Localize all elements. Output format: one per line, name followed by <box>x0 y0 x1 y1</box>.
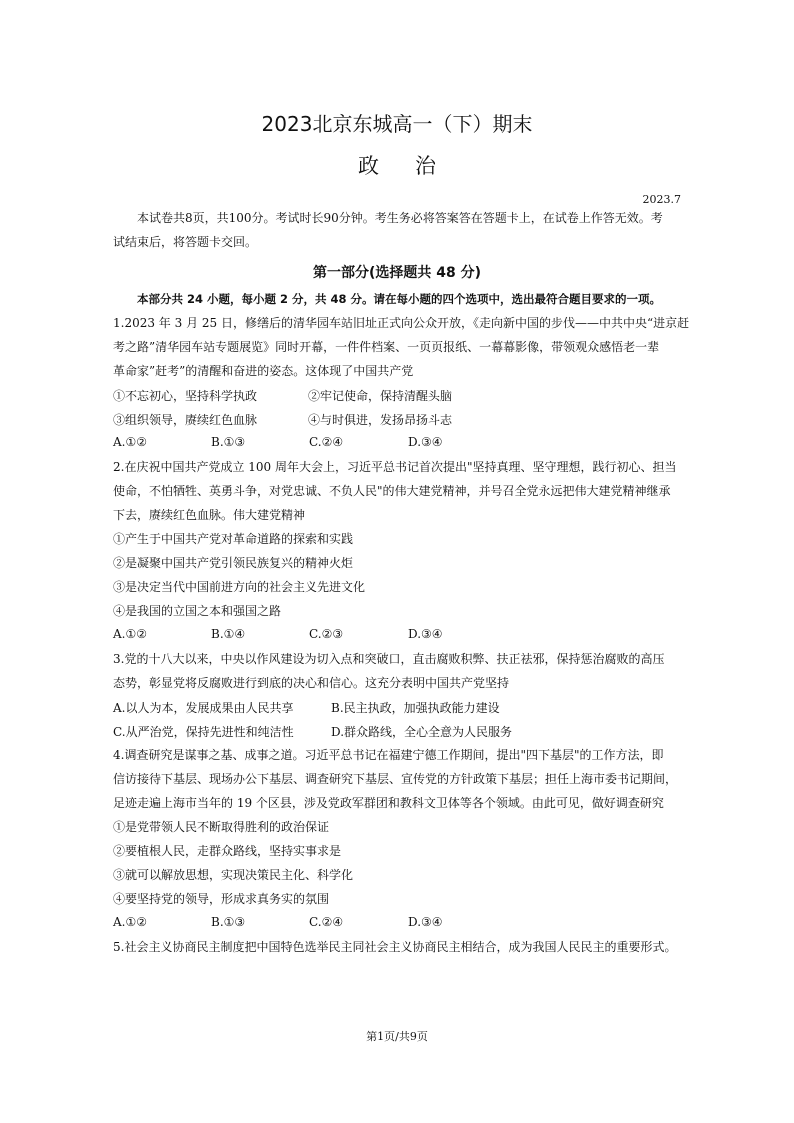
q2-stem-line-3: 下去，赓续红色血脉。伟大建党精神 <box>113 508 306 522</box>
q4-stem-line-3: 足迹走遍上海市当年的 19 个区县，涉及党政军群团和教科文卫体等各个领域。由此可见，做好调查研究 <box>113 796 664 810</box>
q1-statement-1: ①不忘初心，坚持科学执政 <box>113 389 258 403</box>
subject-title <box>0 150 794 180</box>
q2-options <box>113 627 693 643</box>
q1-statement-3: ③组织领导，赓续红色血脉 <box>113 413 258 427</box>
q3-stem-line-1: 3.党的十八大以来，中央以作风建设为切入点和突破口，直击腐败积弊、扶正祛邪，保持惩治腐败的高压 <box>113 652 665 666</box>
q4-statement-1: ①是党带领人民不断取得胜利的政治保证 <box>113 820 330 834</box>
subject-char-1: 政 <box>358 154 379 178</box>
q3-options-row-1 <box>113 699 693 715</box>
q2-statement-2: ②是凝聚中国共产党引领民族复兴的精神火炬 <box>113 556 354 570</box>
q1-statement-4: ④与时俱进，发扬昂扬斗志 <box>308 413 453 427</box>
exam-date: 2023.7 <box>642 193 681 206</box>
q1-stem-line-3: 革命家”赶考”的清醒和奋进的姿态。这体现了中国共产党 <box>113 364 414 378</box>
intro-line-2: 试结束后，将答题卡交回。 <box>113 235 258 249</box>
q4-statement-2: ②要植根人民，走群众路线，坚持实事求是 <box>113 844 342 858</box>
q3-options-row-2 <box>113 723 693 739</box>
q1-options <box>113 435 693 451</box>
q1-option-a[interactable]: A.①② <box>113 435 147 449</box>
q3-option-b[interactable]: B.民主执政，加强执政能力建设 <box>331 701 500 715</box>
subject-char-2: 治 <box>415 154 436 178</box>
section-instructions: 本部分共 24 小题，每小题 2 分，共 48 分。请在每小题的四个选项中，选出最符合题目要求的一项。 <box>137 292 662 306</box>
q1-option-d[interactable]: D.③④ <box>408 435 443 449</box>
q3-stem-line-2: 态势，彰显党将反腐败进行到底的决心和信心。这充分表明中国共产党坚持 <box>113 676 510 690</box>
q2-option-c[interactable]: C.②③ <box>309 627 344 641</box>
q2-statement-3: ③是决定当代中国前进方向的社会主义先进文化 <box>113 580 366 594</box>
q4-statement-4: ④要坚持党的领导，形成求真务实的氛围 <box>113 892 330 906</box>
q4-option-a[interactable]: A.①② <box>113 915 147 929</box>
q2-statement-4: ④是我国的立国之本和强国之路 <box>113 604 282 618</box>
q1-option-b[interactable]: B.①③ <box>211 435 246 449</box>
q1-statement-2: ②牢记使命，保持清醒头脑 <box>308 389 453 403</box>
q4-options <box>113 915 693 931</box>
intro-line-1: 本试卷共8页，共100分。考试时长90分钟。考生务必将答案答在答题卡上，在试卷上作答无效。考 <box>137 211 663 225</box>
q4-stem-line-1: 4.调查研究是谋事之基、成事之道。习近平总书记在福建宁德工作期间，提出"四下基层"的工作方法，即 <box>113 748 664 762</box>
q5-stem-line-1: 5.社会主义协商民主制度把中国特色选举民主同社会主义协商民主相结合，成为我国人民民主的重要形式。 <box>113 940 677 954</box>
q3-option-a[interactable]: A.以人为本，发展成果由人民共享 <box>113 701 294 715</box>
q4-statement-3: ③就可以解放思想，实现决策民主化、科学化 <box>113 868 354 882</box>
q4-option-c[interactable]: C.②④ <box>309 915 344 929</box>
q4-option-b[interactable]: B.①③ <box>211 915 246 929</box>
page-footer: 第1页/共9页 <box>366 1030 428 1043</box>
q1-statements-row-2 <box>113 411 693 427</box>
q1-option-c[interactable]: C.②④ <box>309 435 344 449</box>
q2-stem-line-2: 使命，不怕牺牲、英勇斗争，对党忠诚、不负人民"的伟大建党精神，并号召全党永远把伟大建党精神继承 <box>113 484 671 498</box>
section-title: 第一部分(选择题共 48 分) <box>312 265 482 281</box>
q2-stem-line-1: 2.在庆祝中国共产党成立 100 周年大会上，习近平总书记首次提出"坚持真理、坚守理想，践行初心、担当 <box>113 460 677 474</box>
q1-statements-row-1 <box>113 387 693 403</box>
exam-title: 2023北京东城高一（下）期末 <box>261 112 533 136</box>
q2-option-b[interactable]: B.①④ <box>211 627 246 641</box>
q4-option-d[interactable]: D.③④ <box>408 915 443 929</box>
q3-option-d[interactable]: D.群众路线，全心全意为人民服务 <box>331 725 513 739</box>
q1-stem-line-1: 1.2023 年 3 月 25 日，修缮后的清华园车站旧址正式向公众开放，《走向新中国的步伐——中共中央“进京赶 <box>113 316 690 330</box>
q1-stem-line-2: 考之路”清华园车站专题展览》同时开幕，一件件档案、一页页报纸、一幕幕影像，带领观众感悟老一辈 <box>113 340 660 354</box>
q3-option-c[interactable]: C.从严治党，保持先进性和纯洁性 <box>113 725 294 739</box>
q2-option-a[interactable]: A.①② <box>113 627 147 641</box>
q2-option-d[interactable]: D.③④ <box>408 627 443 641</box>
q4-stem-line-2: 信访接待下基层、现场办公下基层、调查研究下基层、宣传党的方针政策下基层；担任上海市委书记期间， <box>113 772 678 786</box>
q2-statement-1: ①产生于中国共产党对革命道路的探索和实践 <box>113 532 354 546</box>
